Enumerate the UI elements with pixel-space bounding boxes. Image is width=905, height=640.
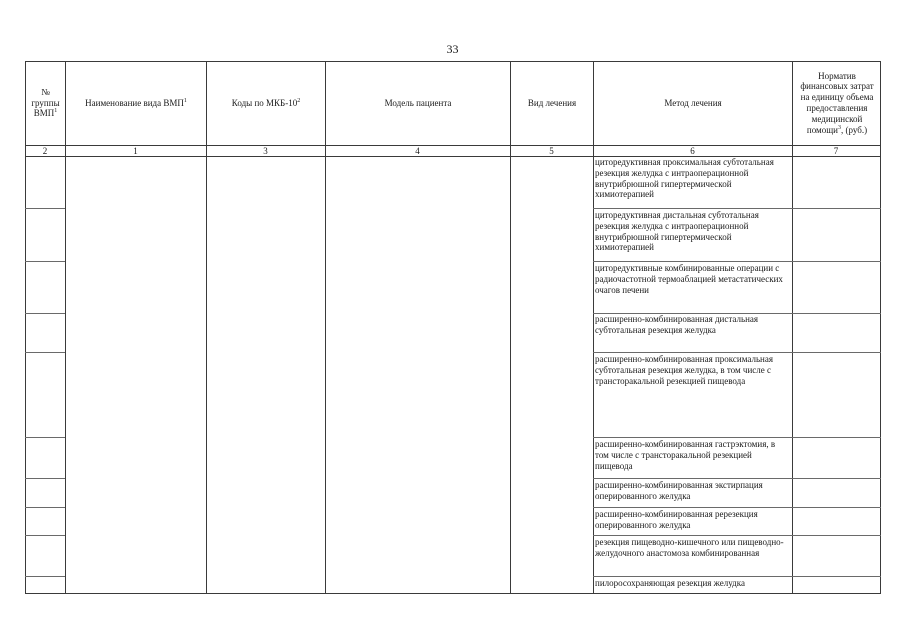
row-border (593, 208, 881, 209)
column-number: 5 (549, 146, 554, 156)
header-group-number: № группы ВМП$^1$ (31, 86, 60, 119)
method-text: расширенно-комбинированная проксимальная субтотальная резекция желудка, в том числе с трансторакальной резекцией пищевода (595, 354, 774, 386)
row-border (25, 261, 65, 262)
row-border (593, 352, 881, 353)
page-number: 33 (446, 42, 459, 56)
row-border (25, 208, 65, 209)
method-text: циторедуктивная проксимальная субтотальная резекция желудка с интраоперационной внутрибрюшной гипертермической химиотерапией (595, 157, 774, 200)
method-text: циторедуктивные комбинированные операции с радиочастотной термоаблацией метастатических очагов печени (595, 263, 783, 295)
row-border (593, 507, 881, 508)
header-treatment-method: Метод лечения (664, 97, 722, 108)
vmp-table (25, 61, 881, 594)
method-text: резекция пищеводно-кишечного или пищеводно-желудочного анастомоза комбинированная (595, 537, 784, 558)
col-border (792, 61, 793, 594)
header-treatment-kind: Вид лечения (527, 97, 577, 108)
row-border (25, 437, 65, 438)
header-icd-codes: Коды по МКБ-$10^2$ (231, 97, 301, 108)
row-border (593, 437, 881, 438)
row-border (25, 313, 65, 314)
row-border (593, 535, 881, 536)
column-number: 3 (263, 146, 268, 156)
method-text: расширенно-комбинированная экстирпация оперированного желудка (595, 480, 763, 501)
row-border (25, 593, 881, 594)
row-border (25, 576, 65, 577)
method-text: пилоросохраняющая резекция желудка (595, 578, 745, 588)
header-patient-model: Модель пациента (384, 97, 452, 108)
column-number: 1 (133, 146, 138, 156)
method-text: расширенно-комбинированная гастрэктомия, в том числе с трансторакальной резекцией пищевода (595, 439, 776, 471)
row-border (593, 478, 881, 479)
row-border (25, 478, 65, 479)
column-number: 2 (42, 146, 48, 156)
header-financial-norm: Норматив финансовых затрат на единицу объема предоставления медицинской помощи$^3$, (руб.) (800, 70, 874, 135)
column-number: 6 (690, 146, 695, 156)
column-number: 4 (415, 146, 420, 156)
row-border (593, 261, 881, 262)
column-number: 7 (833, 146, 839, 156)
col-border (880, 61, 881, 594)
row-border (25, 507, 65, 508)
method-text: расширенно-комбинированная ререзекция оперированного желудка (595, 509, 758, 530)
row-border (25, 535, 65, 536)
method-text: циторедуктивная дистальная субтотальная резекция желудка с интраоперационной внутрибрюшной гипертермической химиотерапией (595, 210, 759, 253)
row-border (593, 576, 881, 577)
method-text: расширенно-комбинированная дистальная субтотальная резекция желудка (595, 314, 759, 335)
row-border (25, 352, 65, 353)
header-vmp-name: Наименование вида ВМП$^1$ (85, 97, 187, 108)
